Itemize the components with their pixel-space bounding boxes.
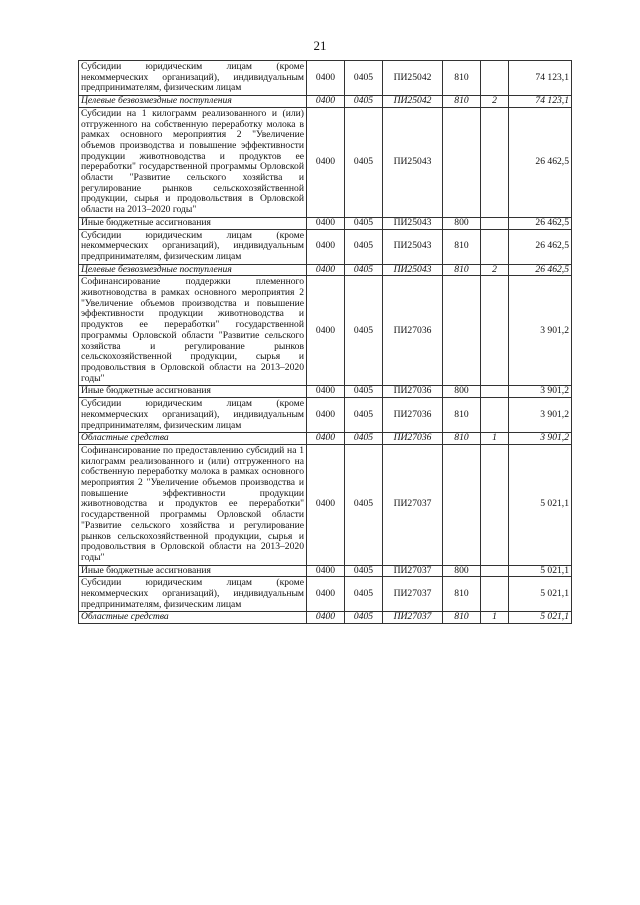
expense-type-cell: 810 <box>443 612 481 624</box>
expense-type-cell: 800 <box>443 565 481 577</box>
row-name-cell: Целевые безвозмездные поступления <box>79 96 307 108</box>
expense-type-cell: 810 <box>443 577 481 612</box>
amount-cell: 74 123,1 <box>509 96 572 108</box>
target-article-cell: ПИ25043 <box>383 229 443 264</box>
row-name-cell: Субсидии юридическим лицам (кроме некоммерческих организаций), индивидуальным предпринимателям, физическим лицам <box>79 398 307 433</box>
subsection-code-cell: 0405 <box>345 577 383 612</box>
table-row <box>79 565 572 577</box>
row-name-cell: Софинансирование поддержки племенного животноводства в рамках основного мероприятия 2 "Увеличение объемов производства и повышение эффективности продукции животноводства и продуктов ее переработки" государственной программы Орловской области "Развитие сельского хозяйства и регулирование рынков сельскохозяйственной продукции, сырья и продовольствия в Орловской области на 2013–2020 годы" <box>79 276 307 386</box>
expense-type-cell: 810 <box>443 61 481 96</box>
row-name-cell: Субсидии юридическим лицам (кроме некоммерческих организаций), индивидуальным предпринимателям, физическим лицам <box>79 229 307 264</box>
row-name-cell: Иные бюджетные ассигнования <box>79 386 307 398</box>
funding-source-cell: 1 <box>481 433 509 445</box>
amount-cell: 26 462,5 <box>509 229 572 264</box>
amount-cell: 5 021,1 <box>509 444 572 565</box>
section-code-cell: 0400 <box>307 61 345 96</box>
table-row <box>79 386 572 398</box>
funding-source-cell <box>481 107 509 217</box>
expense-type-cell: 800 <box>443 217 481 229</box>
amount-cell: 26 462,5 <box>509 264 572 276</box>
target-article-cell: ПИ25043 <box>383 264 443 276</box>
section-code-cell: 0400 <box>307 433 345 445</box>
target-article-cell: ПИ25042 <box>383 96 443 108</box>
target-article-cell: ПИ27036 <box>383 433 443 445</box>
amount-cell: 3 901,2 <box>509 398 572 433</box>
section-code-cell: 0400 <box>307 96 345 108</box>
funding-source-cell <box>481 61 509 96</box>
amount-cell: 5 021,1 <box>509 612 572 624</box>
table-row <box>79 398 572 433</box>
funding-source-cell <box>481 276 509 386</box>
funding-source-cell <box>481 398 509 433</box>
subsection-code-cell: 0405 <box>345 386 383 398</box>
amount-cell: 26 462,5 <box>509 107 572 217</box>
table-row <box>79 61 572 96</box>
amount-cell: 3 901,2 <box>509 276 572 386</box>
subsection-code-cell: 0405 <box>345 96 383 108</box>
funding-source-cell: 2 <box>481 264 509 276</box>
amount-cell: 74 123,1 <box>509 61 572 96</box>
expense-type-cell: 810 <box>443 398 481 433</box>
row-name-cell: Субсидии юридическим лицам (кроме некоммерческих организаций), индивидуальным предпринимателям, физическим лицам <box>79 577 307 612</box>
section-code-cell: 0400 <box>307 107 345 217</box>
section-code-cell: 0400 <box>307 565 345 577</box>
row-name-cell: Иные бюджетные ассигнования <box>79 217 307 229</box>
expense-type-cell: 810 <box>443 229 481 264</box>
funding-source-cell <box>481 217 509 229</box>
subsection-code-cell: 0405 <box>345 217 383 229</box>
section-code-cell: 0400 <box>307 577 345 612</box>
expense-type-cell: 810 <box>443 264 481 276</box>
target-article-cell: ПИ27036 <box>383 386 443 398</box>
expense-type-cell <box>443 444 481 565</box>
target-article-cell: ПИ27037 <box>383 565 443 577</box>
subsection-code-cell: 0405 <box>345 612 383 624</box>
subsection-code-cell: 0405 <box>345 61 383 96</box>
target-article-cell: ПИ25043 <box>383 107 443 217</box>
table-row <box>79 433 572 445</box>
target-article-cell: ПИ27036 <box>383 276 443 386</box>
amount-cell: 5 021,1 <box>509 577 572 612</box>
section-code-cell: 0400 <box>307 398 345 433</box>
expense-type-cell <box>443 276 481 386</box>
table-row <box>79 577 572 612</box>
subsection-code-cell: 0405 <box>345 565 383 577</box>
target-article-cell: ПИ25042 <box>383 61 443 96</box>
section-code-cell: 0400 <box>307 386 345 398</box>
row-name-cell: Субсидии юридическим лицам (кроме некоммерческих организаций), индивидуальным предпринимателям, физическим лицам <box>79 61 307 96</box>
section-code-cell: 0400 <box>307 229 345 264</box>
table-row <box>79 276 572 386</box>
amount-cell: 5 021,1 <box>509 565 572 577</box>
expense-type-cell: 800 <box>443 386 481 398</box>
budget-table <box>78 60 572 624</box>
section-code-cell: 0400 <box>307 217 345 229</box>
subsection-code-cell: 0405 <box>345 444 383 565</box>
section-code-cell: 0400 <box>307 444 345 565</box>
table-row <box>79 107 572 217</box>
funding-source-cell <box>481 565 509 577</box>
row-name-cell: Областные средства <box>79 433 307 445</box>
subsection-code-cell: 0405 <box>345 229 383 264</box>
table-row <box>79 217 572 229</box>
subsection-code-cell: 0405 <box>345 264 383 276</box>
table-row <box>79 96 572 108</box>
subsection-code-cell: 0405 <box>345 276 383 386</box>
row-name-cell: Областные средства <box>79 612 307 624</box>
subsection-code-cell: 0405 <box>345 398 383 433</box>
subsection-code-cell: 0405 <box>345 107 383 217</box>
table-row <box>79 229 572 264</box>
table-row <box>79 264 572 276</box>
subsection-code-cell: 0405 <box>345 433 383 445</box>
section-code-cell: 0400 <box>307 612 345 624</box>
row-name-cell: Иные бюджетные ассигнования <box>79 565 307 577</box>
table-row <box>79 444 572 565</box>
target-article-cell: ПИ27036 <box>383 398 443 433</box>
row-name-cell: Целевые безвозмездные поступления <box>79 264 307 276</box>
row-name-cell: Субсидии на 1 килограмм реализованного и (или) отгруженного на собственную переработку молока в рамках основного мероприятия 2 "Увеличение объемов производства и повышение эффективности продукции животноводства и продуктов ее переработки" государственной программы Орловской области "Развитие сельского хозяйства и регулирование рынков сельскохозяйственной продукции, сырья и продовольствия в Орловской области на 2013–2020 годы" <box>79 107 307 217</box>
amount-cell: 3 901,2 <box>509 433 572 445</box>
funding-source-cell <box>481 386 509 398</box>
table-row <box>79 612 572 624</box>
amount-cell: 26 462,5 <box>509 217 572 229</box>
amount-cell: 3 901,2 <box>509 386 572 398</box>
expense-type-cell: 810 <box>443 433 481 445</box>
target-article-cell: ПИ27037 <box>383 444 443 565</box>
row-name-cell: Софинансирование по предоставлению субсидий на 1 килограмм реализованного и (или) отгруженного на собственную переработку молока в рамках основного мероприятия 2 "Увеличение объемов производства и повышение эффективности продукции животноводства и продуктов ее переработки" государственной программы Орловской области "Развитие сельского хозяйства и регулирование рынков сельскохозяйственной продукции, сырья и продовольствия в Орловской области на 2013–2020 годы" <box>79 444 307 565</box>
funding-source-cell: 1 <box>481 612 509 624</box>
page-number: 21 <box>313 38 327 53</box>
target-article-cell: ПИ27037 <box>383 577 443 612</box>
section-code-cell: 0400 <box>307 276 345 386</box>
section-code-cell: 0400 <box>307 264 345 276</box>
expense-type-cell: 810 <box>443 96 481 108</box>
target-article-cell: ПИ25043 <box>383 217 443 229</box>
funding-source-cell <box>481 577 509 612</box>
funding-source-cell <box>481 444 509 565</box>
expense-type-cell <box>443 107 481 217</box>
funding-source-cell <box>481 229 509 264</box>
funding-source-cell: 2 <box>481 96 509 108</box>
target-article-cell: ПИ27037 <box>383 612 443 624</box>
